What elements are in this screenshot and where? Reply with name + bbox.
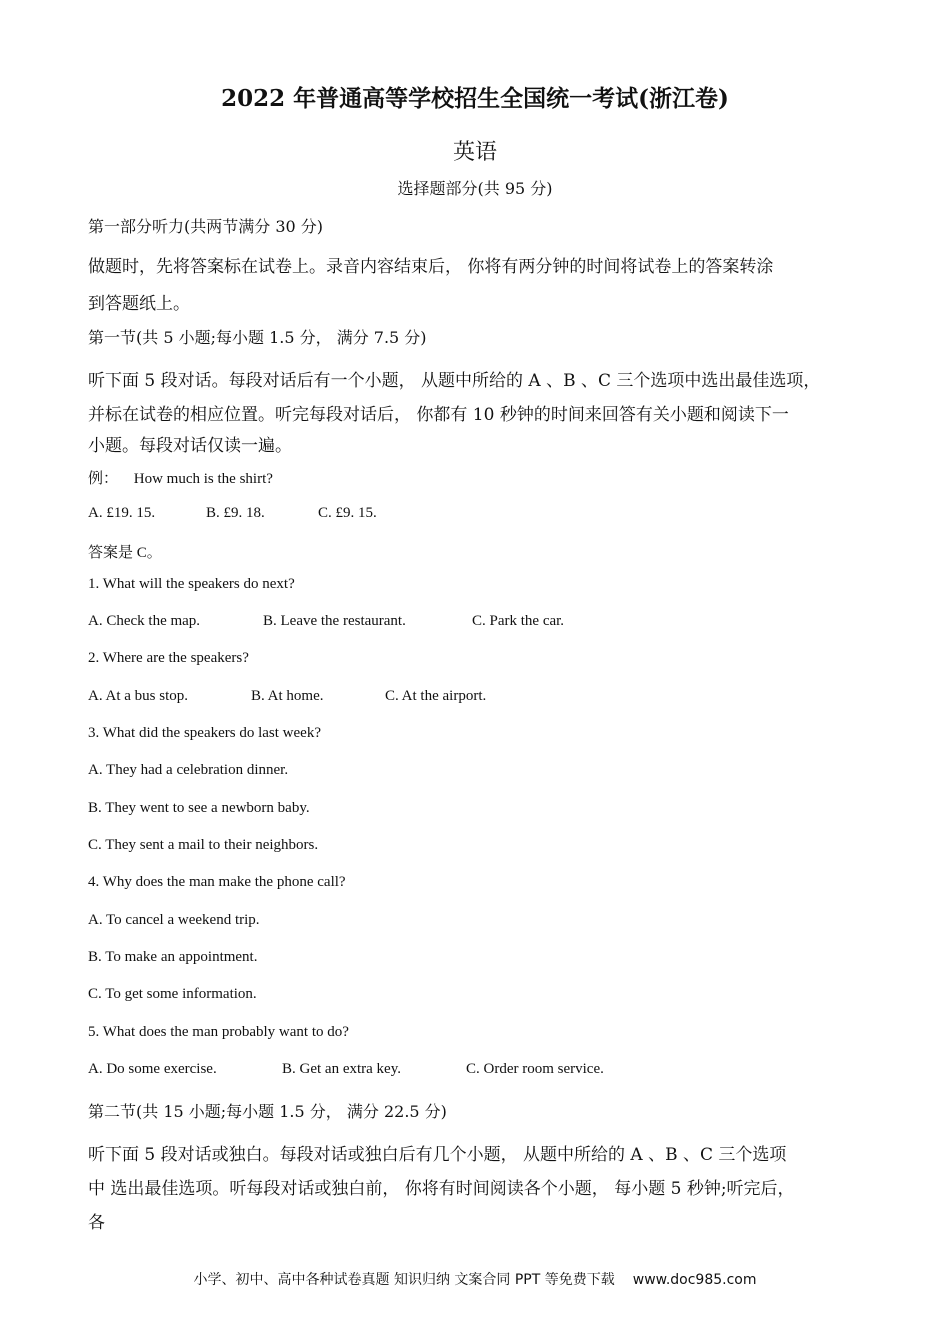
example-option-c: C. £9. 15. (318, 505, 377, 521)
section-header: 选择题部分(共 95 分) (397, 179, 553, 198)
page-footer (0, 1269, 950, 1289)
question-4-option-b: B. To make an appointment. (88, 949, 258, 965)
section2-instructions-line3: 各 (88, 1213, 105, 1233)
question-5: 5. What does the man probably want to do? (88, 1024, 349, 1040)
question-2-option-a: A. At a bus stop. (88, 688, 189, 704)
question-4: 4. Why does the man make the phone call? (88, 874, 346, 890)
section2-instructions-line1: 听下面 5 段对话或独白。每段对话或独白后有几个小题， 从题中所给的 A 、B 、C 三个选项 (88, 1145, 787, 1165)
question-2-option-c: C. At the airport. (385, 688, 487, 704)
part1-instructions-line2: 到答题纸上。 (88, 294, 190, 314)
example-answer: 答案是 C。 (88, 545, 162, 561)
question-1-option-c: C. Park the car. (472, 613, 565, 629)
section2-instructions-line2: 中 选出最佳选项。听每段对话或独白前， 你将有时间阅读各个小题， 每小题 5 秒钟;听完后， (88, 1179, 795, 1199)
section1-instructions-line2: 并标在试卷的相应位置。听完每段对话后， 你都有 10 秒钟的时间来回答有关小题和阅读下一 (88, 405, 789, 425)
question-3-option-c: C. They sent a mail to their neighbors. (88, 837, 319, 853)
footer-text: 小学、初中、高中各种试卷真题 知识归纳 文案合同 PPT 等免费下载 (193, 1272, 615, 1288)
question-4-option-c: C. To get some information. (88, 986, 257, 1002)
question-2: 2. Where are the speakers? (88, 650, 249, 666)
section1-instructions-line1: 听下面 5 段对话。每段对话后有一个小题， 从题中所给的 A 、B 、C 三个选项中选出最佳选项， (88, 371, 821, 391)
exam-title: 2022 年普通高等学校招生全国统一考试(浙江卷) (221, 85, 729, 112)
question-1-options (88, 613, 564, 630)
question-5-option-a: A. Do some exercise. (88, 1061, 217, 1077)
question-3: 3. What did the speakers do last week? (88, 725, 321, 741)
question-2-options (88, 688, 486, 705)
question-1-option-b: B. Leave the restaurant. (263, 613, 406, 629)
question-1: 1. What will the speakers do next? (88, 576, 295, 592)
subject-title: 英语 (452, 140, 497, 165)
part1-heading: 第一部分听力(共两节满分 30 分) (88, 217, 324, 236)
example-question (88, 467, 273, 488)
example-options (88, 505, 377, 522)
section1-instructions-line3: 小题。每段对话仅读一遍。 (88, 436, 292, 456)
example-label: 例： (88, 471, 119, 487)
footer-url[interactable]: www.doc985.com (632, 1272, 757, 1288)
question-5-option-b: B. Get an extra key. (282, 1061, 401, 1077)
question-5-options (88, 1061, 604, 1078)
question-3-option-b: B. They went to see a newborn baby. (88, 800, 310, 816)
example-option-a: A. £19. 15. (88, 505, 156, 521)
section2-heading: 第二节(共 15 小题;每小题 1.5 分， 满分 22.5 分) (88, 1102, 447, 1121)
question-3-option-a: A. They had a celebration dinner. (88, 762, 289, 778)
example-option-b: B. £9. 18. (206, 505, 265, 521)
example-question-text: How much is the shirt? (133, 471, 273, 487)
question-5-option-c: C. Order room service. (466, 1061, 604, 1077)
question-1-option-a: A. Check the map. (88, 613, 201, 629)
question-4-option-a: A. To cancel a weekend trip. (88, 912, 260, 928)
part1-instructions-line1: 做题时，先将答案标在试卷上。录音内容结束后， 你将有两分钟的时间将试卷上的答案转涂 (88, 257, 774, 277)
section1-heading: 第一节(共 5 小题;每小题 1.5 分， 满分 7.5 分) (88, 328, 427, 347)
question-2-option-b: B. At home. (251, 688, 324, 704)
